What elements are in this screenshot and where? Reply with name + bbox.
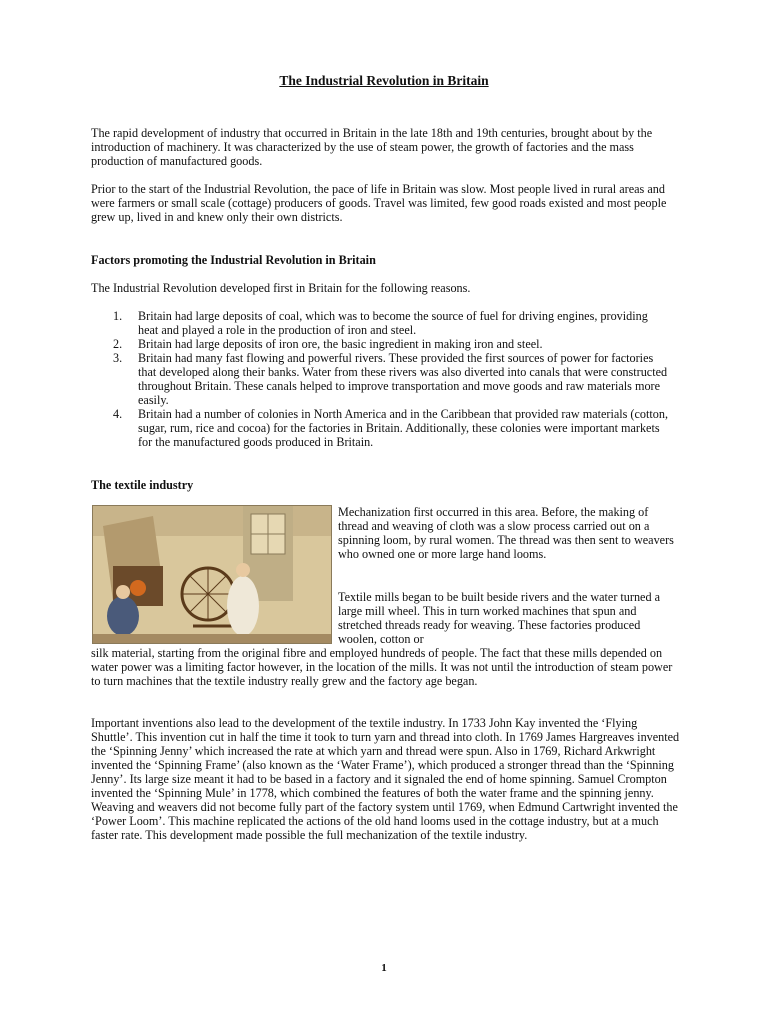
list-item-text: Britain had a number of colonies in North America and in the Caribbean that provided raw materials (cotton, sugar, rum, rice and cocoa) for the factories in Britain. Additionally, these colonies were important markets for the manufactured goods produced in Britain. (138, 407, 668, 449)
textile-heading: The textile industry (91, 478, 194, 492)
factors-list (91, 309, 671, 449)
textile-paragraph-2-full: silk material, starting from the original fibre and employed hundreds of people. The fact that these mills depended on water power was a limiting factor however, in the location of the mills. It was not until the introduction of steam power to turn machines that the textile industry really grew and the factory age began. (91, 646, 673, 688)
page-number: 1 (381, 962, 387, 974)
factors-intro-block (91, 281, 681, 295)
textile-heading-block (91, 478, 681, 492)
factors-heading-block (91, 253, 681, 267)
list-item-text: Britain had large deposits of coal, which was to become the source of fuel for driving engines, providing heat and played a role in the production of iron and steel. (138, 309, 648, 337)
textile-paragraph-2-wrapped-block (338, 590, 674, 646)
spinning-wheel-illustration (92, 505, 332, 644)
inventions-paragraph-block (91, 716, 681, 842)
document-title: The Industrial Revolution in Britain (279, 73, 489, 88)
cottage-spinning-scene (93, 506, 331, 643)
list-item-number: 4. (113, 407, 123, 421)
list-item-text: Britain had large deposits of iron ore, the basic ingredient in making iron and steel. (138, 337, 543, 351)
intro-paragraph: The rapid development of industry that occurred in Britain in the late 18th and 19th centuries, brought about by the introduction of machinery. It was characterized by the use of steam power, the growth of factories and the mass production of manufactured goods. (91, 126, 653, 168)
list-item (91, 351, 671, 407)
factors-heading: Factors promoting the Industrial Revolution in Britain (91, 253, 376, 267)
textile-paragraph-2-wrapped: Textile mills began to be built beside rivers and the water turned a large mill wheel. This in turn worked machines that spun and stretched threads ready for weaving. These factories produced woolen, cotton or (338, 590, 661, 646)
textile-paragraph-1: Mechanization first occurred in this area. Before, the making of thread and weaving of cloth was a slow process carried out on a spinning loom, by rural women. The thread was then sent to weavers who owned one or more large hand looms. (338, 505, 674, 561)
list-item (91, 407, 671, 449)
prior-paragraph: Prior to the start of the Industrial Revolution, the pace of life in Britain was slow. Most people lived in rural areas and were farmers or small scale (cottage) producers of goods. Travel was limited, few good roads existed and most people grew up, lived in and knew only their own districts. (91, 182, 667, 224)
list-item (91, 337, 671, 351)
list-item-text: Britain had many fast flowing and powerful rivers. These provided the first sources of power for factories that developed along their banks. Water from these rivers was also diverted into canals that were constructed throughout Britain. These canals helped to improve transportation and move goods and raw materials more easily. (138, 351, 668, 407)
intro-paragraph-block (91, 126, 681, 168)
textile-paragraph-1-block (338, 505, 674, 561)
inventions-paragraph: Important inventions also lead to the development of the textile industry. In 1733 John Kay invented the ‘Flying Shuttle’. This invention cut in half the time it took to turn yarn and thread into cloth. In 1769 James Hargreaves invented the ‘Spinning Jenny’ which increased the rate at which yarn and thread were spun. Also in 1769, Richard Arkwright invented the ‘Spinning Frame’ (also known as the ‘Water Frame’), which produced a stronger thread than the ‘Spinning Jenny’. Its large size meant it had to be based in a factory and it signaled the end of home spinning. Samuel Crompton invented the ‘Spinning Mule’ in 1778, which combined the features of both the water frame and the spinning jenny. Weaving and weavers did not become fully part of the factory system until 1769, when Edmund Cartwright invented the ‘Power Loom’. This machine replicated the actions of the old hand looms used in the cottage industry, but at a much faster rate. This development made possible the full mechanization of the textile industry. (91, 716, 680, 842)
factors-intro: The Industrial Revolution developed first in Britain for the following reasons. (91, 281, 471, 295)
list-item-number: 1. (113, 309, 123, 323)
prior-paragraph-block (91, 182, 681, 224)
factors-list-block (91, 309, 671, 449)
list-item-number: 3. (113, 351, 123, 365)
textile-paragraph-2-full-block (91, 646, 681, 688)
list-item-number: 2. (113, 337, 123, 351)
list-item (91, 309, 671, 337)
